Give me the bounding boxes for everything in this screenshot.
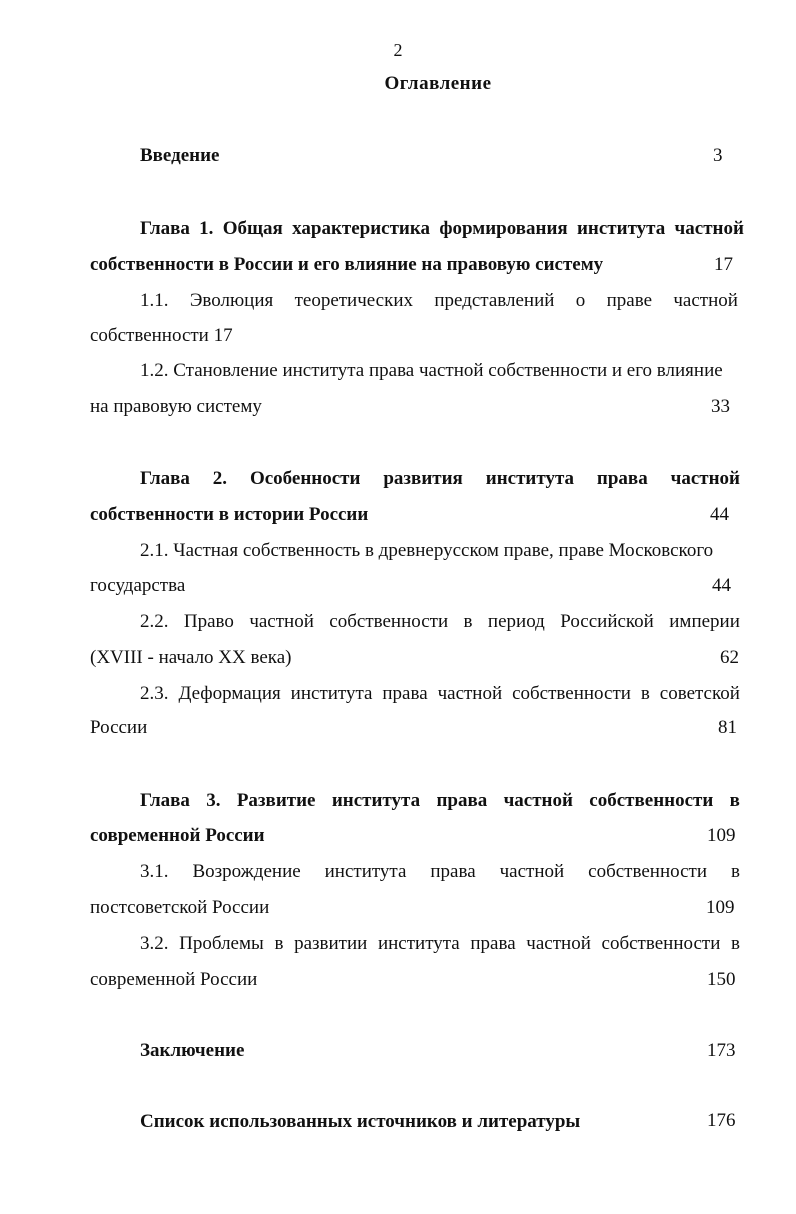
toc-section-2-2-line1[interactable]	[140, 611, 740, 633]
toc-word: института	[377, 933, 460, 954]
toc-word: 3.2.	[140, 933, 169, 954]
toc-word: праве	[606, 290, 653, 311]
toc-word: частной	[673, 290, 738, 311]
toc-section-2-1-page: 44	[712, 575, 731, 596]
toc-intro-page: 3	[713, 145, 723, 166]
toc-word: в	[274, 933, 284, 954]
toc-word: развития	[383, 468, 463, 489]
toc-section-1-2-line2[interactable]: на правовую систему	[90, 396, 262, 417]
toc-word: 2.2.	[140, 611, 169, 632]
toc-word: права	[430, 861, 476, 882]
toc-word: частной	[503, 790, 573, 811]
toc-word: собственности	[589, 790, 714, 811]
toc-word: развитии	[294, 933, 368, 954]
toc-word: в	[730, 861, 740, 882]
toc-section-1-2-page: 33	[711, 396, 730, 417]
toc-word: Право	[183, 611, 234, 632]
toc-conclusion-label[interactable]: Заключение	[140, 1040, 245, 1061]
toc-section-2-3-line1[interactable]	[140, 683, 740, 705]
toc-section-2-1-line1[interactable]: 2.1. Частная собственность в древнерусском праве, праве Московского	[140, 540, 714, 561]
toc-word: период	[487, 611, 545, 632]
toc-section-2-3-line2[interactable]: России	[90, 717, 148, 738]
toc-word: частной	[437, 683, 503, 704]
toc-section-1-2-line1[interactable]: 1.2. Становление института права частной собственности и его влияние	[140, 360, 723, 381]
toc-word: в	[640, 683, 650, 704]
toc-word: Глава	[140, 790, 190, 811]
toc-conclusion-page: 173	[707, 1040, 736, 1061]
toc-chapter1-page: 17	[714, 254, 733, 275]
toc-word: Глава	[140, 468, 190, 489]
toc-word: 2.3.	[140, 683, 169, 704]
toc-word: Развитие	[236, 790, 316, 811]
toc-chapter3-page: 109	[707, 825, 736, 846]
toc-word: права	[382, 683, 428, 704]
toc-word: в	[729, 790, 740, 811]
toc-chapter3-title-line2[interactable]: современной России	[90, 825, 265, 846]
toc-word: Проблемы	[179, 933, 264, 954]
toc-word: Деформация	[178, 683, 281, 704]
toc-word: 3.1.	[140, 861, 169, 882]
toc-section-3-1-page: 109	[706, 897, 735, 918]
toc-word: собственности	[512, 683, 631, 704]
toc-word: 1.	[199, 218, 214, 239]
toc-word: частной	[499, 861, 565, 882]
toc-section-1-1-line1[interactable]	[140, 290, 738, 312]
toc-section-3-1-line2[interactable]: постсоветской России	[90, 897, 270, 918]
toc-word: Глава	[140, 218, 190, 239]
toc-word: в	[463, 611, 473, 632]
toc-section-2-2-page: 62	[720, 647, 739, 668]
toc-word: института	[485, 468, 575, 489]
toc-word: частной	[249, 611, 314, 632]
toc-word: института	[290, 683, 373, 704]
toc-word: советской	[659, 683, 740, 704]
page-title: Оглавление	[384, 73, 492, 94]
toc-section-3-1-line1[interactable]	[140, 861, 740, 883]
toc-chapter2-title-line2[interactable]: собственности в истории России	[90, 504, 369, 525]
toc-word: Общая	[222, 218, 283, 239]
toc-word: собственности	[588, 861, 707, 882]
toc-word: частной	[670, 468, 740, 489]
toc-word: Российской	[560, 611, 654, 632]
page-number: 2	[393, 40, 403, 60]
toc-word: империи	[669, 611, 740, 632]
toc-word: института	[324, 861, 407, 882]
toc-word: собственности	[601, 933, 721, 954]
toc-section-2-3-page: 81	[718, 717, 737, 738]
toc-word: 1.1.	[140, 290, 169, 311]
toc-word: института	[576, 218, 666, 239]
toc-word: характеристика	[292, 218, 431, 239]
toc-section-2-1-line2[interactable]: государства	[90, 575, 186, 596]
toc-word: формирования	[439, 218, 568, 239]
toc-section-3-2-line1[interactable]	[140, 933, 740, 955]
toc-word: частной	[674, 218, 744, 239]
toc-word: права	[436, 790, 488, 811]
toc-chapter1-title-line1[interactable]	[140, 218, 744, 240]
toc-word: представлений	[434, 290, 555, 311]
toc-word: в	[731, 933, 740, 954]
toc-word: о	[575, 290, 586, 311]
toc-section-3-2-page: 150	[707, 969, 736, 990]
toc-word: института	[331, 790, 421, 811]
toc-intro-label[interactable]: Введение	[140, 145, 220, 166]
toc-bibliography-label[interactable]: Список использованных источников и литературы	[140, 1111, 581, 1132]
toc-chapter2-page: 44	[710, 504, 729, 525]
toc-word: права	[470, 933, 516, 954]
toc-section-2-2-line2[interactable]: (XVIII - начало XX века)	[90, 647, 292, 668]
toc-bibliography-page: 176	[707, 1110, 736, 1131]
toc-chapter2-title-line1[interactable]	[140, 468, 740, 490]
toc-word: права	[596, 468, 648, 489]
toc-word: Эволюция	[189, 290, 274, 311]
toc-word: Особенности	[249, 468, 361, 489]
toc-word: 3.	[206, 790, 221, 811]
toc-word: частной	[526, 933, 591, 954]
toc-word: 2.	[212, 468, 228, 489]
toc-word: Возрождение	[192, 861, 301, 882]
toc-chapter1-title-line2[interactable]: собственности в России и его влияние на правовую систему	[90, 254, 604, 275]
toc-section-3-2-line2[interactable]: современной России	[90, 969, 258, 990]
toc-section-1-1-line2[interactable]: собственности 17	[90, 325, 233, 346]
toc-word: собственности	[329, 611, 449, 632]
toc-word: теоретических	[294, 290, 414, 311]
toc-chapter3-title-line1[interactable]	[140, 790, 740, 812]
